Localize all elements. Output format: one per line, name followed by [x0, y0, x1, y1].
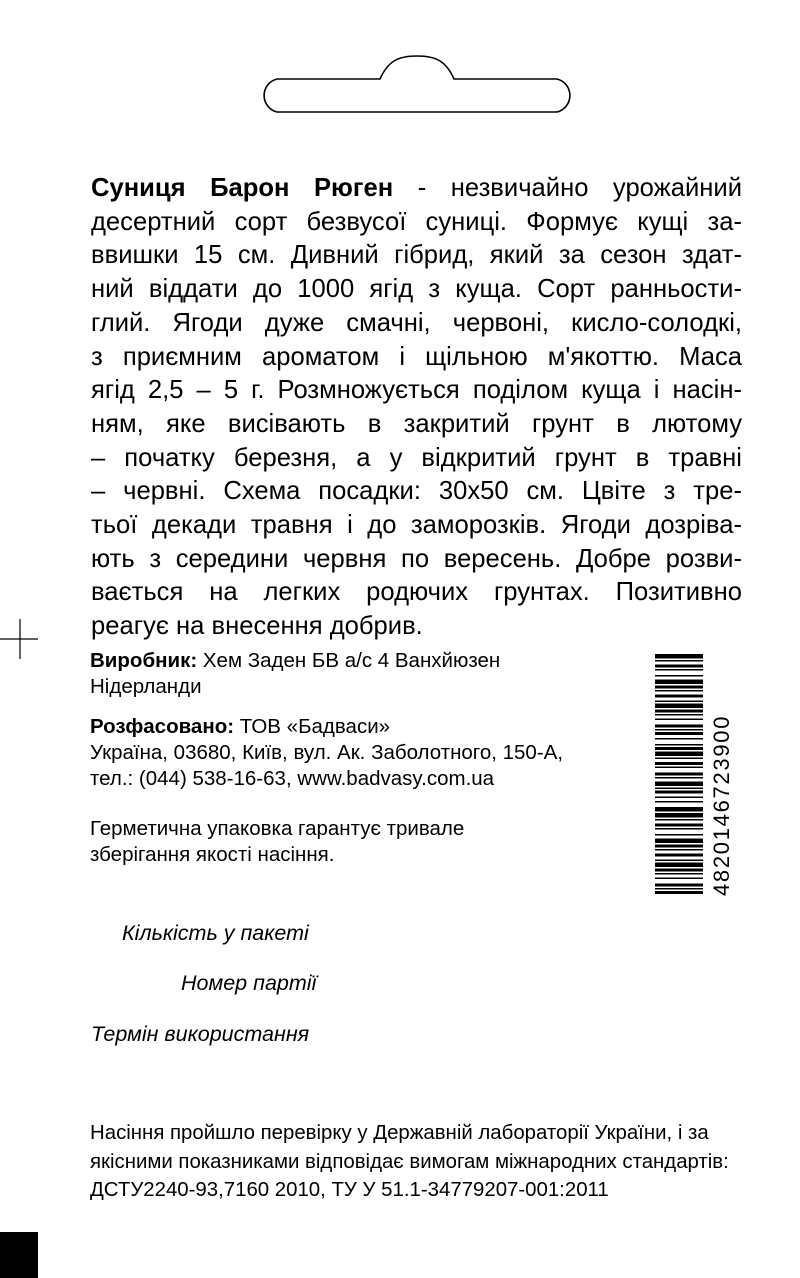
barcode-bar: [655, 747, 703, 750]
description-line: ням, яке висівають в закритий грунт в лютому: [91, 409, 742, 438]
barcode-bar: [655, 824, 703, 827]
barcode-bar: [655, 801, 703, 803]
barcode-digits: 4820146723900: [709, 714, 734, 896]
barcode-bar: [655, 873, 703, 875]
barcode-bar: [655, 888, 703, 890]
barcode-bar: [655, 849, 703, 851]
barcode-bar: [655, 725, 703, 728]
barcode-bar: [655, 654, 703, 659]
product-description: [91, 172, 742, 644]
manufacturer-label: Виробник:: [90, 649, 198, 672]
barcode-bar: [655, 758, 703, 760]
barcode-bar: [655, 738, 703, 740]
corner-block: [0, 1232, 38, 1278]
barcode-bar: [655, 686, 703, 689]
barcode-bar: [655, 669, 703, 671]
barcode-bar: [655, 714, 703, 716]
barcode-bar: [655, 834, 703, 836]
manufacturer-country: Нідерланди: [90, 675, 202, 698]
barcode-bar: [655, 797, 703, 799]
description-line: десертний сорт безвусої суниці. Формує кущі за-: [91, 207, 742, 236]
barcode-bar: [655, 788, 703, 790]
description-line: з приємним ароматом і щільною м'якоттю. Маса: [91, 342, 742, 371]
barcode-bar: [655, 819, 703, 821]
batch-number-label: Номер партії: [181, 971, 317, 995]
barcode-bar: [655, 813, 703, 818]
quantity-label: Кількість у пакеті: [122, 921, 309, 945]
barcode-bar: [655, 719, 703, 721]
description-line: – початку березня, а у відкритий грунт в травні: [91, 443, 742, 472]
barcode-bar: [655, 665, 703, 668]
barcode-bar: [655, 773, 703, 776]
barcode-bar: [655, 863, 703, 868]
packer-info: [90, 714, 563, 792]
manufacturer-info: [90, 648, 500, 700]
barcode-bar: [655, 777, 703, 779]
description-line: ють з середини червня по вересень. Добре розви-: [91, 544, 742, 573]
description-line: реагує на внесення добрив.: [91, 612, 423, 641]
registration-mark: [0, 619, 40, 659]
barcode-bar: [655, 744, 703, 746]
barcode-bar: [655, 782, 703, 787]
standards-line: ДСТУ2240-93,7160 2010, ТУ У 51.1-34779207-001:2011: [90, 1179, 609, 1201]
barcode-bar: [655, 752, 703, 757]
barcode-bar: [655, 891, 703, 894]
barcode-bar: [655, 732, 703, 735]
barcode-bar: [655, 695, 703, 698]
description-line: глий. Ягоди дуже смачні, червоні, кисло-солодкі,: [91, 308, 742, 337]
hang-hole-outline: [258, 55, 576, 113]
description-line: тьої декади травня і до заморозків. Ягоди дозріва-: [91, 511, 742, 540]
barcode-bar: [655, 807, 703, 812]
barcode-bar: [655, 869, 703, 872]
sealed-package-note: Герметична упаковка гарантує тривале зберігання якості насіння.: [90, 817, 465, 866]
barcode-bar: [655, 854, 703, 857]
barcode-bar: [655, 660, 703, 662]
barcode-bar: [655, 878, 703, 880]
barcode-bar: [655, 791, 703, 794]
description-line: – червні. Схема посадки: 30х50 см. Цвіте з тре-: [91, 477, 742, 506]
packer-address: Україна, 03680, Київ, вул. Ак. Заболотного, 150-А,: [90, 741, 564, 764]
barcode-bar: [655, 762, 703, 765]
manufacturer-name: Хем Заден БВ а/с 4 Ванхйюзен: [197, 649, 501, 672]
description-line: ний віддати до 1000 ягід з куща. Сорт ранньости-: [91, 275, 742, 304]
barcode-bar: [655, 860, 703, 862]
barcode-bar: [655, 704, 703, 709]
barcode-bar: [655, 767, 703, 769]
description-line: ягід 2,5 – 5 г. Розмножується поділом куща і насін-: [91, 376, 742, 405]
packer-contacts: тел.: (044) 538-16-63, www.badvasy.com.ua: [90, 767, 495, 790]
description-line: вається на легких родючих грунтах. Позитивно: [91, 578, 742, 607]
barcode-bar: [655, 690, 703, 692]
description-line: ввишки 15 см. Дивний гібрид, який за сезон здат-: [91, 241, 742, 270]
packer-label: Розфасовано:: [90, 715, 235, 738]
barcode-bar: [655, 839, 703, 844]
barcode-bar: [655, 680, 703, 685]
certification-note: Насіння пройшло перевірку у Державній лабораторії України, і за якісними показниками відповідає вимогам міжнародних стандартів: ДСТУ2240-93,7160 2010, ТУ У 51.1-34779207-001:2011: [90, 1119, 746, 1205]
barcode-bar: [655, 845, 703, 848]
product-name: Суниця Барон Рюген: [91, 174, 394, 202]
description-line: Суниця Барон Рюген - незвичайно урожайний: [91, 174, 743, 202]
barcode-bar: [655, 701, 703, 703]
expiry-label: Термін використання: [91, 1022, 310, 1046]
packer-company: ТОВ «Бадваси»: [234, 715, 391, 738]
barcode-bar: [655, 828, 703, 830]
barcode-bar: [655, 884, 703, 887]
barcode-bar: [655, 675, 703, 677]
barcode-bar: [655, 710, 703, 713]
barcode-bar: [655, 729, 703, 731]
